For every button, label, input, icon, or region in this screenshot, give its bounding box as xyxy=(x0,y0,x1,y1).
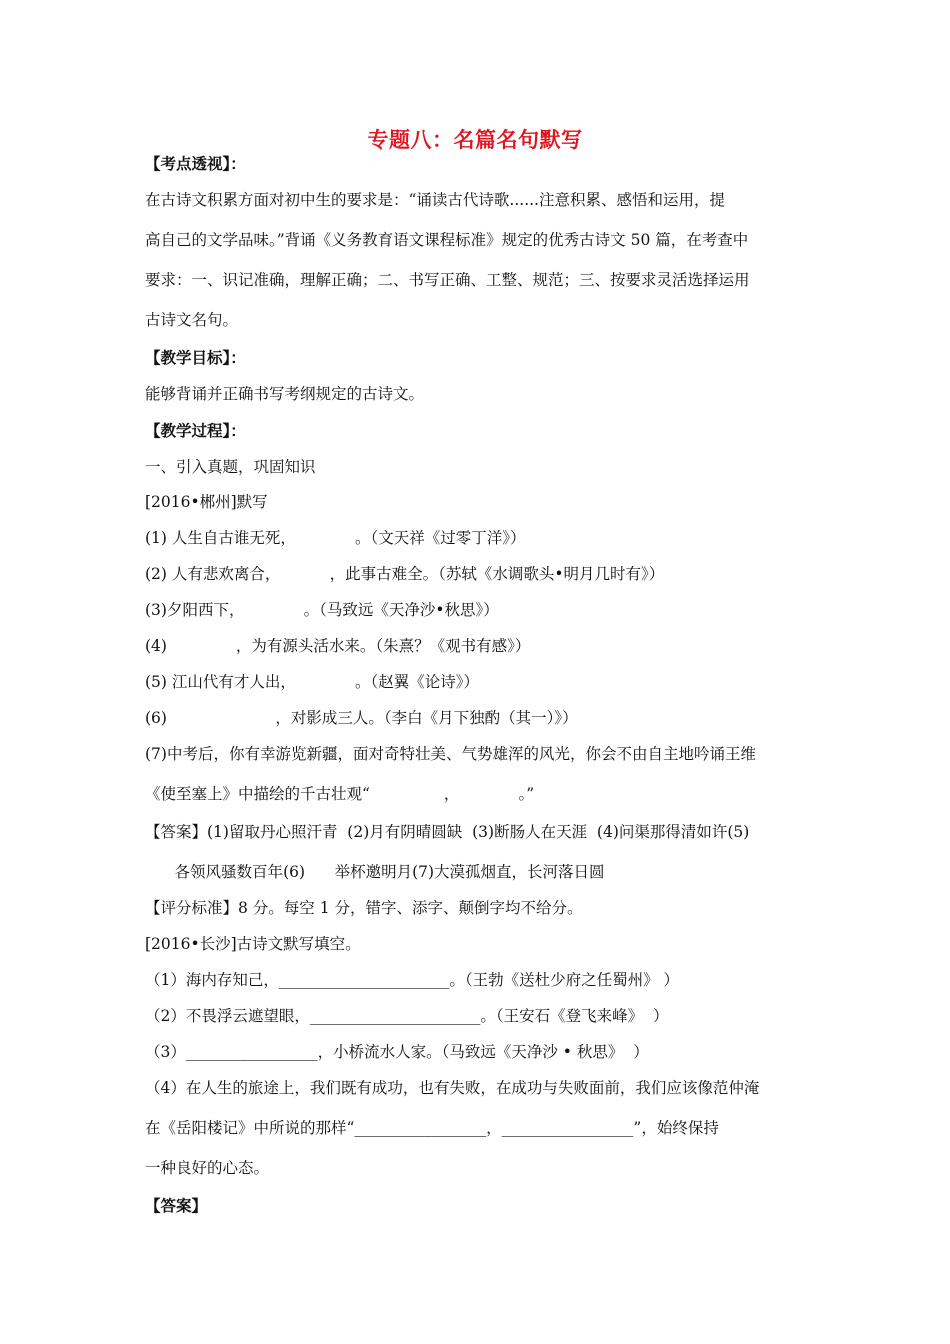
scoring-standard: 【评分标准】8 分。每空 1 分，错字、添字、颠倒字均不给分。 xyxy=(145,899,583,917)
question-item: （2）不畏浮云遮望眼，______________________。（王安石《登飞来峰》 ） xyxy=(145,1007,669,1025)
question-item: （3）_________________，小桥流水人家。（马致远《天净沙 • 秋思》 ） xyxy=(145,1043,649,1061)
paragraph-line: 能够背诵并正确书写考纲规定的古诗文。 xyxy=(145,385,425,403)
paragraph-line: 要求：一、识记准确，理解正确；二、书写正确、工整、规范；三、按要求灵活选择运用 xyxy=(145,271,750,289)
answer-line: 【答案】(1)留取丹心照汗青 (2)月有阴晴圆缺 (3)断肠人在天涯 (4)问渠那得清如许(5) xyxy=(145,823,750,841)
paragraph-line: 在古诗文积累方面对初中生的要求是：“诵读古代诗歌......注意积累、感悟和运用，提 xyxy=(145,191,725,209)
question-item: 《使至塞上》中描绘的千古壮观“ ， 。” xyxy=(145,785,535,803)
question-item: （1）海内存知己，______________________。（王勃《送杜少府之任蜀州》 ） xyxy=(145,971,680,989)
section-heading-teaching-goal: 【教学目标】： xyxy=(145,348,246,367)
question-item: 一种良好的心态。 xyxy=(145,1159,270,1177)
section-heading-exam-focus: 【考点透视】： xyxy=(145,154,246,173)
paragraph-line: 古诗文名句。 xyxy=(145,311,239,329)
answer-heading: 【答案】 xyxy=(145,1196,208,1215)
question-item: (5) 江山代有才人出， 。（赵翼《论诗》） xyxy=(145,673,480,691)
question-item: (3)夕阳西下， 。（马致远《天净沙•秋思》） xyxy=(145,601,499,619)
question-item: (4) ，为有源头活水来。（朱熹？《观书有感》） xyxy=(145,637,531,655)
answer-line: 各领风骚数百年(6) 举杯邀明月(7)大漠孤烟直，长河落日圆 xyxy=(145,863,605,881)
exam-source: [2016•长沙]古诗文默写填空。 xyxy=(145,935,361,953)
question-item: (7)中考后，你有幸游览新疆，面对奇特壮美、气势雄浑的风光，你会不由自主地吟诵王维 xyxy=(145,745,756,763)
section-heading-teaching-process: 【教学过程】： xyxy=(145,421,246,440)
question-item: (6) ，对影成三人。（李白《月下独酌（其一）》） xyxy=(145,709,578,727)
question-item: (2) 人有悲欢离合， ，此事古难全。（苏轼《水调歌头•明月几时有》） xyxy=(145,565,665,583)
question-item: (1) 人生自古谁无死， 。（文天祥《过零丁洋》） xyxy=(145,529,526,547)
exam-source: [2016•郴州]默写 xyxy=(145,493,268,511)
subheading: 一、引入真题，巩固知识 xyxy=(145,458,316,476)
question-item: （4）在人生的旅途上，我们既有成功，也有失败，在成功与失败面前，我们应该像范仲淹 xyxy=(145,1079,760,1097)
question-item: 在《岳阳楼记》中所说的那样“_________________，_________________”，始终保持 xyxy=(145,1119,719,1137)
paragraph-line: 高自己的文学品味。”背诵《义务教育语文课程标准》规定的优秀古诗文 50 篇，在考查中 xyxy=(145,231,749,249)
page-title: 专题八：名篇名句默写 xyxy=(367,128,583,152)
